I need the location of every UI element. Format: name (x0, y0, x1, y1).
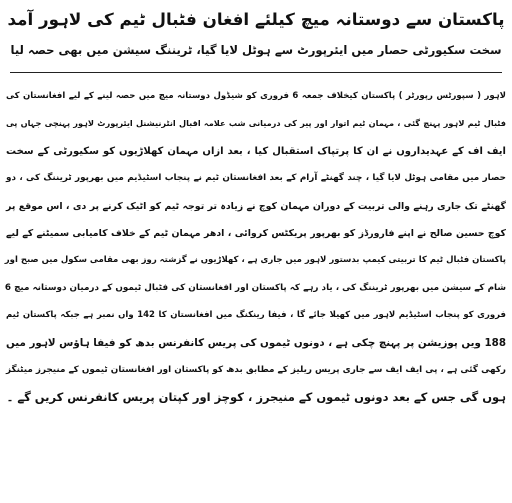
subheadline: سخت سکیورٹی حصار میں ایئرپورٹ سے ہوٹل لایا گیا، ٹریننگ سیشن میں بھی حصہ لیا (10, 43, 502, 57)
body-line: گھنٹے تک جاری رہنے والی تربیت کے دوران مہمان کوچ نے زیادہ تر توجہ ٹیم کو اٹیک کرنے پر دی ، اس موقع پر (6, 200, 506, 212)
headline: پاکستان سے دوستانہ میچ کیلئے افغان فٹبال ٹیم کی لاہور آمد (7, 9, 505, 29)
body-line: کوچ حسین صالح نے اپنے فارورڈز کو بھرپور پریکٹس کروائی ، ادھر مہمان ٹیم کے خلاف کامیابی سمیٹنے کے لیے (6, 227, 506, 239)
divider (10, 72, 502, 73)
body-line: پاکستان فٹبال ٹیم کا تربیتی کیمپ بدستور لاہور میں جاری ہے ، کھلاڑیوں نے گزشتہ روز بھی مقامی سکول میں صبح اور (4, 255, 506, 266)
body-line: فٹبال ٹیم لاہور پہنچ گئی ، مہمان ٹیم اتوار اور پیر کی درمیانی شب علامہ اقبال انٹرنیشنل ایئرپورٹ لاہور پہنچی جہاں پی (6, 118, 506, 129)
body-line: شام کے سیشن میں بھرپور ٹریننگ کی ، یاد رہے کہ پاکستان اور افغانستان کی فٹبال ٹیموں کے درمیان دوستانہ میچ 6 (4, 282, 506, 293)
body-line: 188 ویں پوزیشن پر پہنچ چکی ہے ، دونوں ٹیموں کی پریس کانفرنس بدھ کو فیفا ہاؤس لاہور میں (6, 336, 506, 349)
body-line: رکھی گئی ہے ، پی ایف ایف سے جاری پریس ریلیز کے مطابق بدھ کو پاکستان اور افغانستان ٹیموں کے منیجرز میٹنگز (6, 364, 506, 375)
body-line: ایف اف کے عہدیداروں نے ان کا پرتپاک استقبال کیا ، بعد ازاں مہمان کھلاڑیوں کو سکیورٹی کے سخت (6, 145, 506, 157)
body-line-last: ہوں گی جس کے بعد دونوں ٹیموں کے منیجرز ، کوچز اور کپتان پریس کانفرنس کریں گے ۔ (6, 390, 506, 405)
body-line: حصار میں مقامی ہوٹل لایا گیا ، چند گھنٹے آرام کے بعد افغانستان ٹیم نے پنجاب اسٹیڈیم میں بھرپور ٹریننگ کی ، دو (6, 173, 506, 184)
body-line: فروری کو پنجاب اسٹیڈیم لاہور میں کھیلا جائے گا ، فیفا رینکنگ میں افغانستان کا 142 واں نمبر ہے جبکہ پاکستان ٹیم (6, 310, 506, 321)
article-body (6, 83, 506, 412)
body-line: لاہور ( سپورٹس رپورٹر ) پاکستان کیخلاف جمعہ 6 فروری کو شیڈول دوستانہ میچ میں حصہ لینے کے لیے افغانستان کی (6, 91, 506, 101)
